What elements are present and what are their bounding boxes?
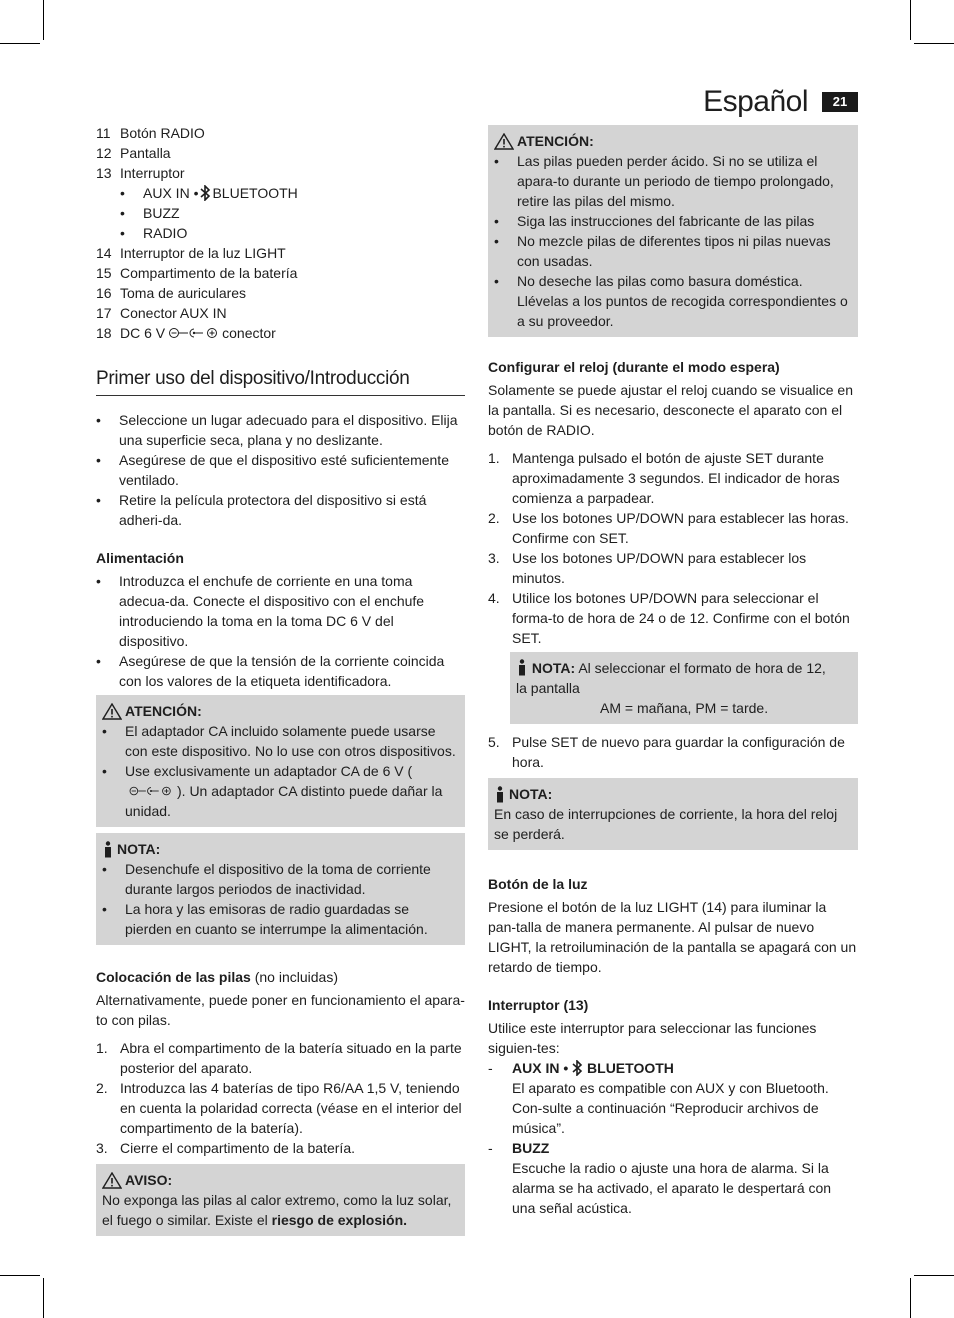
list-item: - BUZZ Escuche la radio o ajuste una hora de alarma. Si la alarma se ha activado, el aparato le despertará con una señal acústica.	[488, 1140, 832, 1216]
crop-mark	[43, 0, 44, 40]
list-item: • RADIO	[120, 225, 188, 241]
first-use-list	[96, 410, 465, 530]
clock-intro: Solamente se puede ajustar el reloj cuando se visualice en la pantalla. Si es necesario, desconecte el aparato con el botón de RADIO.	[488, 382, 854, 438]
list-item: • El adaptador CA incluido solamente puede usarse con este dispositivo. No lo use con otros dispositivos.	[102, 723, 456, 759]
info-icon	[516, 659, 528, 676]
polarity-icon	[125, 785, 177, 797]
list-item: 2. Use los botones UP/DOWN para establecer las horas. Confirme con SET.	[488, 510, 849, 546]
list-item: 15 Compartimento de la batería	[96, 265, 298, 281]
clock-steps	[488, 448, 858, 648]
switch-list	[488, 1058, 858, 1218]
light-text: Presione el botón de la luz LIGHT (14) para iluminar la pan-talla de manera permanente. Al pulsar de nuevo LIGHT, la retroiluminación de la pantalla se apagará con un retardo de tiempo.	[488, 899, 857, 975]
crop-mark	[910, 1278, 911, 1318]
power-note-box: NOTA: • Desenchufe el dispositivo de la toma de corriente durante largos periodos de inactividad. • La hora y las emisoras de radio guardadas se pierden en cuanto se interrumpe la alimentación.	[96, 833, 465, 945]
list-item: • Use exclusivamente un adaptador CA de 6 V (). Un adaptador CA distinto puede dañar la unidad.	[102, 763, 443, 819]
list-item: 5. Pulse SET de nuevo para guardar la configuración de hora.	[488, 734, 845, 770]
switch-intro: Utilice este interruptor para seleccionar las funciones siguien-tes:	[488, 1020, 817, 1056]
crop-mark	[0, 1275, 40, 1276]
light-heading: Botón de la luz	[488, 876, 588, 892]
list-item: • AUX IN • BLUETOOTH	[120, 185, 298, 201]
list-item: • Desenchufe el dispositivo de la toma de corriente durante largos periodos de inactividad.	[102, 861, 431, 897]
list-item: 16 Toma de auriculares	[96, 285, 247, 301]
battery-warning-box: ATENCIÓN: • Las pilas pueden perder ácido. Si no se utiliza el apara-to durante un periodo de tiempo prolongado, retire las pilas del mismo. • Siga las instrucciones del fabricante de las pilas • No mezcle pilas de diferentes tipos ni pilas nuevas con usadas. • No deseche las pilas como basura doméstica. Llévelas a los puntos de recogida correspondientes o a su proveedor.	[488, 125, 858, 337]
power-warning-box: ATENCIÓN: • El adaptador CA incluido solamente puede usarse con este dispositivo. No lo use con otros dispositivos. • Use exclusivamente un adaptador CA de 6 V (). Un adaptador CA distinto puede dañar la unidad.	[96, 695, 465, 827]
list-item: 14 Interruptor de la luz LIGHT	[96, 245, 286, 261]
list-item: • Siga las instrucciones del fabricante de las pilas	[494, 213, 815, 229]
bluetooth-icon	[200, 185, 211, 201]
warning-icon	[102, 703, 122, 720]
list-item: 12 Pantalla	[96, 145, 171, 161]
list-item: - AUX IN • BLUETOOTH El aparato es compatible con AUX y con Bluetooth. Con-sulte a continuación “Reproducir archivos de música”.	[488, 1060, 829, 1136]
battery-aviso-box: AVISO: No exponga las pilas al calor extremo, como la luz solar, el fuego o similar. Existe el riesgo de explosión.	[96, 1164, 465, 1236]
list-item: • Asegúrese de que el dispositivo esté suficientemente ventilado.	[96, 452, 449, 488]
clock-heading: Configurar el reloj (durante el modo espera)	[488, 359, 780, 375]
polarity-icon	[168, 326, 220, 340]
warning-icon	[102, 1172, 122, 1189]
info-icon	[494, 786, 506, 803]
list-item: • Seleccione un lugar adecuado para el dispositivo. Elija una superficie seca, plana y no deslizante.	[96, 412, 458, 448]
crop-mark	[0, 43, 40, 44]
list-item: 1. Abra el compartimento de la batería situado en la parte posterior del aparato.	[96, 1040, 462, 1076]
list-item: 4. Utilice los botones UP/DOWN para seleccionar el forma-to de hora de 24 o de 12. Confirme con el botón SET.	[488, 590, 850, 646]
page-number: 21	[822, 92, 858, 112]
batteries-intro: Alternativamente, puede poner en funcionamiento el apara-to con pilas.	[96, 992, 465, 1028]
bluetooth-icon	[572, 1060, 583, 1076]
warning-icon	[494, 133, 514, 150]
list-item: 3. Use los botones UP/DOWN para establecer los minutos.	[488, 550, 807, 586]
list-item: • Introduzca el enchufe de corriente en una toma adecua-da. Conecte el dispositivo con el enchufe introduciendo la toma en la toma DC 6 V del dispositivo.	[96, 573, 425, 649]
switch-heading: Interruptor (13)	[488, 997, 589, 1013]
list-item: • La hora y las emisoras de radio guardadas se pierden en cuanto se interrumpe la alimentación.	[102, 901, 428, 937]
switch-options-list	[96, 183, 465, 243]
clock-note-box: NOTA: Al seleccionar el formato de hora de 12, la pantalla AM = mañana, PM = tarde.	[510, 652, 858, 724]
list-item: 11 Botón RADIO	[96, 125, 205, 141]
left-column	[96, 123, 465, 1242]
list-item: • Retire la película protectora del dispositivo si está adheri-da.	[96, 492, 427, 528]
crop-mark	[910, 0, 911, 40]
parts-list	[96, 123, 465, 183]
list-item: • No deseche las pilas como basura doméstica. Llévelas a los puntos de recogida correspondientes o a su proveedor.	[494, 273, 848, 329]
parts-list-2	[96, 243, 465, 343]
right-column	[488, 123, 858, 1218]
batteries-heading: Colocación de las pilas (no incluidas)	[96, 969, 338, 985]
power-heading: Alimentación	[96, 550, 184, 566]
clock-step-5	[488, 732, 858, 772]
batteries-steps	[96, 1038, 465, 1158]
list-item: 18 DC 6 V conector	[96, 325, 276, 341]
list-item: • Las pilas pueden perder ácido. Si no se utiliza el apara-to durante un periodo de tiempo prolongado, retire las pilas del mismo.	[494, 153, 834, 209]
list-item: 2. Introduzca las 4 baterías de tipo R6/AA 1,5 V, teniendo en cuenta la polaridad correcta (véase en el interior del compartimento de la batería).	[96, 1080, 462, 1136]
info-icon	[102, 841, 114, 858]
list-item: 13 Interruptor	[96, 165, 185, 181]
power-list	[96, 571, 465, 691]
list-item: 1. Mantenga pulsado el botón de ajuste SET durante aproximadamente 3 segundos. El indicador de horas comienza a parpadear.	[488, 450, 840, 506]
list-item: • Asegúrese de que la tensión de la corriente coincida con los valores de la etiqueta identificadora.	[96, 653, 445, 689]
clock-note-2-box: NOTA: En caso de interrupciones de corriente, la hora del reloj se perderá.	[488, 778, 858, 850]
section-title-first-use: Primer uso del dispositivo/Introducción	[96, 365, 465, 396]
crop-mark	[914, 43, 954, 44]
crop-mark	[914, 1275, 954, 1276]
list-item: 17 Conector AUX IN	[96, 305, 227, 321]
crop-mark	[43, 1278, 44, 1318]
page-title: Español	[703, 85, 808, 118]
list-item: • BUZZ	[120, 205, 180, 221]
list-item: 3. Cierre el compartimento de la batería.	[96, 1140, 355, 1156]
list-item: • No mezcle pilas de diferentes tipos ni pilas nuevas con usadas.	[494, 233, 831, 269]
